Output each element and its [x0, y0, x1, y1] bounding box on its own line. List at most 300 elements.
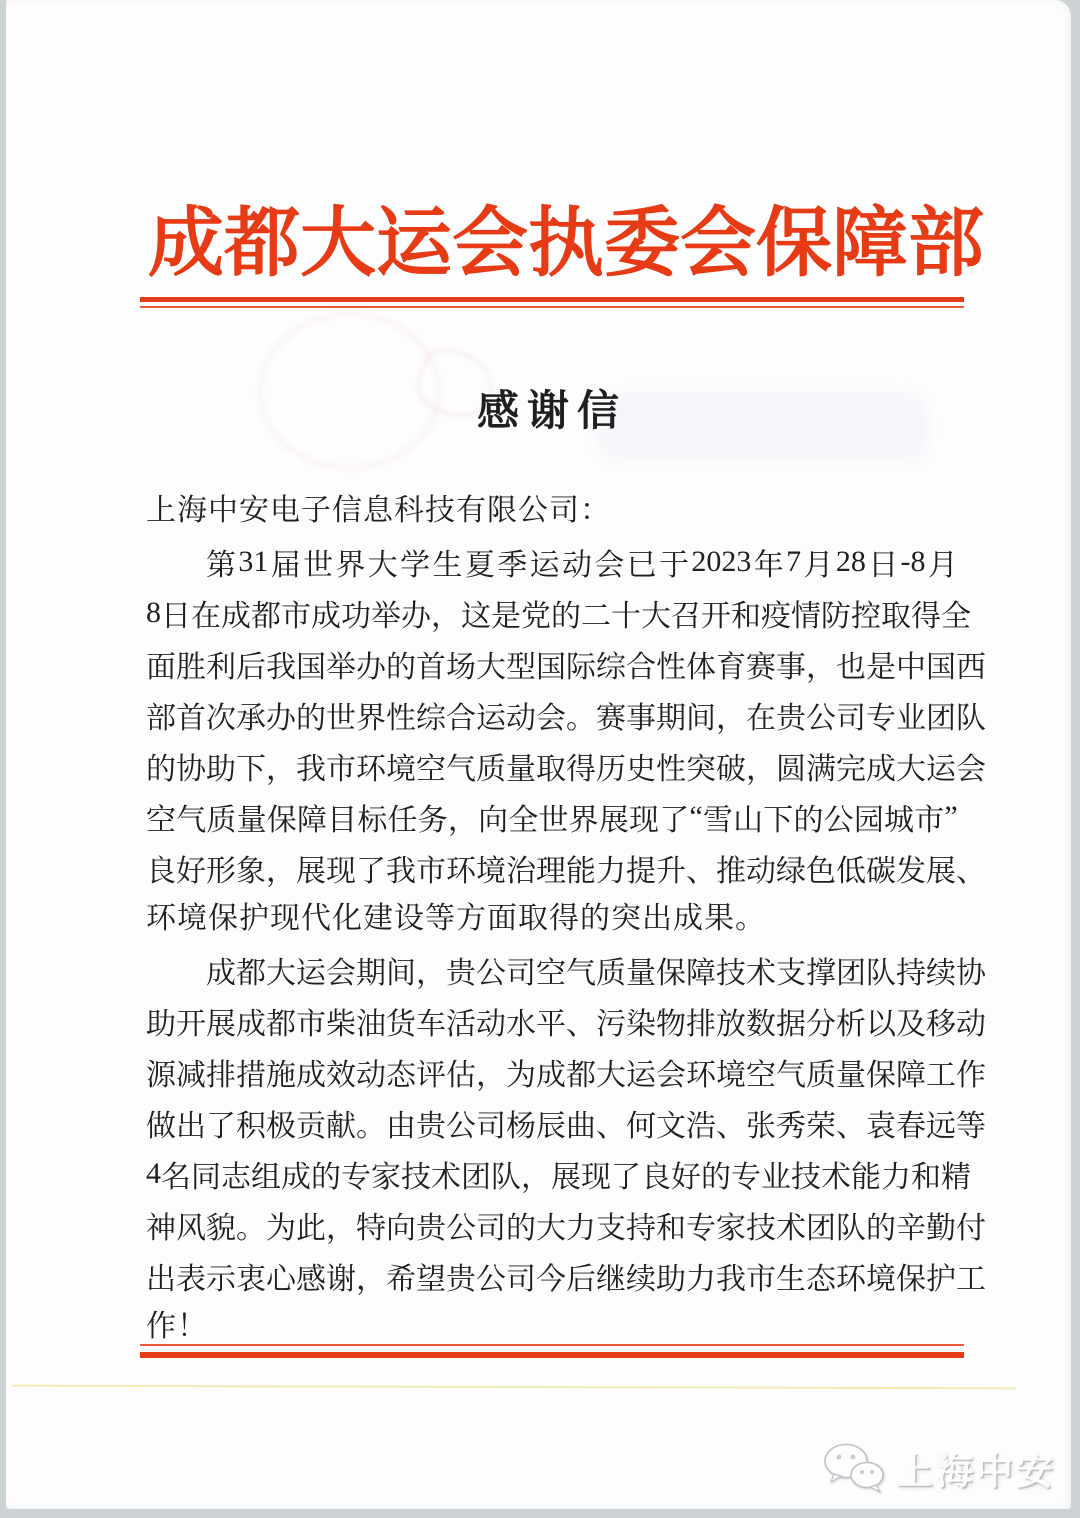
glyph: 全 — [941, 599, 971, 633]
glyph: 措 — [236, 1058, 266, 1092]
glyph: 展 — [598, 803, 629, 837]
glyph: 动 — [506, 701, 536, 735]
glyph: 术 — [821, 1160, 851, 1194]
glyph: 成 — [866, 752, 896, 786]
glyph: 后 — [236, 650, 266, 684]
glyph: 发 — [896, 854, 926, 888]
glyph: 大 — [896, 752, 926, 786]
glyph: 这 — [461, 599, 491, 633]
glyph: 撑 — [806, 956, 836, 990]
glyph: 史 — [626, 752, 656, 786]
glyph: 型 — [506, 650, 536, 684]
glyph: 公 — [823, 803, 854, 837]
body-line — [146, 944, 986, 995]
glyph: 公 — [446, 1109, 476, 1143]
glyph: 空 — [536, 956, 566, 990]
glyph: 气 — [776, 1058, 806, 1092]
glyph: 了 — [356, 854, 386, 888]
glyph: 助 — [656, 1262, 686, 1296]
glyph: 向 — [478, 803, 509, 837]
glyph: 献 — [326, 1109, 356, 1143]
glyph: 了 — [659, 803, 690, 837]
glyph: ， — [266, 854, 296, 888]
body-line: 环境保护现代化建设等方面取得的突出成果。 — [146, 902, 766, 935]
glyph: 运 — [296, 956, 326, 990]
glyph: 会 — [536, 701, 566, 735]
glyph: 环 — [446, 854, 476, 888]
glyph: 谢 — [326, 1262, 356, 1296]
glyph: 得 — [911, 599, 941, 633]
glyph: 我 — [386, 854, 416, 888]
glyph: 的 — [506, 1211, 536, 1245]
glyph: 成 — [281, 1160, 311, 1194]
glyph: 质 — [206, 803, 237, 837]
glyph: 辰 — [536, 1109, 566, 1143]
glyph: 评 — [416, 1058, 446, 1092]
glyph: 司 — [836, 701, 866, 735]
glyph: 突 — [686, 752, 716, 786]
glyph: ， — [266, 752, 296, 786]
glyph: 为 — [506, 1058, 536, 1092]
glyph: 国 — [926, 650, 956, 684]
glyph: ， — [431, 599, 461, 633]
glyph: 国 — [536, 650, 566, 684]
body-line — [146, 587, 971, 638]
glyph: 、 — [716, 1109, 746, 1143]
glyph: 分 — [806, 1007, 836, 1041]
glyph: 油 — [356, 1007, 386, 1041]
glyph: 气 — [566, 956, 596, 990]
glyph: 第 — [206, 548, 236, 582]
glyph: 界 — [356, 701, 386, 735]
glyph: 合 — [626, 650, 656, 684]
glyph: 术 — [776, 1211, 806, 1245]
body-line — [146, 536, 958, 587]
glyph: 的 — [296, 701, 326, 735]
glyph: 杨 — [506, 1109, 536, 1143]
glyph: 公 — [446, 1211, 476, 1245]
glyph: 展 — [926, 854, 956, 888]
glyph: 特 — [356, 1211, 386, 1245]
glyph: 了 — [206, 1109, 236, 1143]
glyph: 风 — [176, 1211, 206, 1245]
glyph: 保 — [896, 1262, 926, 1296]
glyph: 的 — [866, 1211, 896, 1245]
glyph: 我 — [296, 752, 326, 786]
glyph: 会 — [594, 548, 625, 582]
glyph: 贵 — [446, 956, 476, 990]
glyph: 业 — [896, 701, 926, 735]
glyph: ” — [944, 799, 958, 833]
glyph: 部 — [908, 202, 984, 286]
glyph: 办 — [266, 701, 296, 735]
glyph: 力 — [566, 1211, 596, 1245]
glyph: 作 — [956, 1058, 986, 1092]
glyph: 展 — [206, 1007, 236, 1041]
glyph: 袁 — [866, 1109, 896, 1143]
letter-title: 感谢信 — [476, 389, 627, 435]
glyph: 4 — [146, 1156, 161, 1190]
glyph: 平 — [536, 1007, 566, 1041]
glyph: 境 — [866, 1262, 896, 1296]
glyph: 境 — [386, 752, 416, 786]
body-line: 作！ — [146, 1310, 208, 1343]
glyph: 功 — [341, 599, 371, 633]
glyph: 向 — [386, 1211, 416, 1245]
glyph: 的 — [701, 1160, 731, 1194]
glyph: 胜 — [176, 650, 206, 684]
glyph: 开 — [701, 599, 731, 633]
glyph: 和 — [731, 599, 761, 633]
glyph: 执 — [528, 202, 604, 286]
glyph: 。 — [566, 701, 596, 735]
glyph: 境 — [716, 1058, 746, 1092]
glyph: 好 — [671, 1160, 701, 1194]
glyph: 文 — [656, 1109, 686, 1143]
glyph: 疫 — [761, 599, 791, 633]
glyph: 市 — [746, 1262, 776, 1296]
glyph: 继 — [596, 1262, 626, 1296]
glyph: 首 — [176, 701, 206, 735]
glyph: 月 — [927, 548, 958, 582]
glyph: 司 — [506, 956, 536, 990]
body-line — [146, 689, 986, 740]
glyph: 次 — [206, 701, 236, 735]
glyph: 技 — [791, 1160, 821, 1194]
glyph: 部 — [146, 701, 176, 735]
glyph: 工 — [956, 1262, 986, 1296]
glyph: 会 — [680, 202, 756, 286]
glyph: 技 — [716, 956, 746, 990]
glyph: 会 — [452, 202, 528, 286]
glyph: 后 — [566, 1262, 596, 1296]
glyph: 组 — [251, 1160, 281, 1194]
glyph: 司 — [476, 1109, 506, 1143]
glyph: 综 — [596, 650, 626, 684]
glyph: 力 — [881, 1160, 911, 1194]
glyph: 春 — [896, 1109, 926, 1143]
glyph: 队 — [836, 1211, 866, 1245]
glyph: 表 — [176, 1262, 206, 1296]
glyph: 市 — [416, 854, 446, 888]
glyph: 家 — [371, 1160, 401, 1194]
glyph: 贵 — [776, 701, 806, 735]
glyph: 质 — [806, 1058, 836, 1092]
glyph: 现 — [629, 803, 659, 837]
glyph: 积 — [236, 1109, 266, 1143]
glyph: 是 — [866, 650, 896, 684]
glyph: 保 — [266, 803, 297, 837]
glyph: -8 — [900, 544, 926, 578]
glyph: 的 — [146, 752, 176, 786]
glyph: 环 — [836, 1262, 866, 1296]
glyph: 助 — [146, 1007, 176, 1041]
glyph: 利 — [206, 650, 236, 684]
glyph: 保 — [756, 202, 832, 286]
glyph: 世 — [326, 701, 356, 735]
glyph: 今 — [536, 1262, 566, 1296]
glyph: 西 — [956, 650, 986, 684]
glyph: 31 — [238, 544, 269, 578]
glyph: 我 — [716, 1262, 746, 1296]
glyph: 治 — [506, 854, 536, 888]
glyph: 市 — [296, 1007, 326, 1041]
glyph: 动 — [956, 1007, 986, 1041]
glyph: 量 — [626, 956, 656, 990]
glyph: 成 — [236, 1007, 266, 1041]
glyph: 勤 — [926, 1211, 956, 1245]
glyph: 承 — [236, 701, 266, 735]
glyph: 标 — [357, 803, 388, 837]
glyph: 。 — [356, 1109, 386, 1143]
glyph: 贵 — [416, 1211, 446, 1245]
glyph: 低 — [836, 854, 866, 888]
glyph: 保 — [866, 1058, 896, 1092]
glyph: 7 — [786, 544, 802, 578]
glyph: 完 — [836, 752, 866, 786]
glyph: 同 — [191, 1160, 221, 1194]
glyph: 形 — [206, 854, 236, 888]
glyph: 运 — [926, 752, 956, 786]
glyph: 排 — [206, 1058, 236, 1092]
glyph: 公 — [476, 956, 506, 990]
footer-rule-thin — [140, 1344, 964, 1346]
glyph: 量 — [506, 752, 536, 786]
glyph: 市 — [326, 752, 356, 786]
glyph: 、 — [596, 1109, 626, 1143]
glyph: 出 — [176, 1109, 206, 1143]
glyph: 山 — [733, 803, 764, 837]
glyph: 气 — [446, 752, 476, 786]
glyph: 做 — [146, 1109, 176, 1143]
glyph: 事 — [776, 650, 806, 684]
glyph: 付 — [956, 1211, 986, 1245]
glyph: 防 — [821, 599, 851, 633]
glyph: 好 — [176, 854, 206, 888]
glyph: 的 — [386, 650, 416, 684]
glyph: 世 — [303, 548, 334, 582]
body-line — [146, 1046, 986, 1097]
glyph: 环 — [356, 752, 386, 786]
glyph: 举 — [326, 650, 356, 684]
glyph: 取 — [536, 752, 566, 786]
glyph: 持 — [896, 956, 926, 990]
letter-body — [146, 485, 986, 1352]
glyph: 大 — [536, 1211, 566, 1245]
glyph: 党 — [521, 599, 551, 633]
glyph: 都 — [236, 956, 266, 990]
glyph: 续 — [626, 1262, 656, 1296]
glyph: 运 — [626, 1058, 656, 1092]
glyph: 望 — [416, 1262, 446, 1296]
glyph: 大 — [266, 956, 296, 990]
glyph: 队 — [491, 1160, 521, 1194]
glyph: ， — [476, 1058, 506, 1092]
glyph: 和 — [911, 1160, 941, 1194]
glyph: 及 — [896, 1007, 926, 1041]
glyph: 货 — [386, 1007, 416, 1041]
glyph: 护 — [926, 1262, 956, 1296]
glyph: 中 — [896, 650, 926, 684]
glyph: 感 — [296, 1262, 326, 1296]
glyph: 十 — [611, 599, 641, 633]
glyph: 极 — [266, 1109, 296, 1143]
body-line: 上海中安电子信息科技有限公司： — [146, 494, 611, 527]
glyph: 专 — [686, 1211, 716, 1245]
header-rule-thick — [140, 297, 964, 302]
glyph: 技 — [746, 1211, 776, 1245]
glyph: 于 — [659, 548, 690, 582]
body-line — [146, 1097, 986, 1148]
glyph: 理 — [536, 854, 566, 888]
glyph: 司 — [506, 1262, 536, 1296]
glyph: 日 — [868, 548, 899, 582]
wechat-icon — [822, 1442, 886, 1494]
glyph: 动 — [356, 1058, 386, 1092]
glyph: 取 — [881, 599, 911, 633]
glyph: 运 — [376, 202, 452, 286]
glyph: 世 — [538, 803, 569, 837]
glyph: 展 — [296, 854, 326, 888]
glyph: 何 — [626, 1109, 656, 1143]
glyph: 色 — [806, 854, 836, 888]
body-line — [146, 1148, 971, 1199]
glyph: 大 — [367, 548, 398, 582]
glyph: 出 — [146, 1262, 176, 1296]
body-line — [146, 638, 986, 689]
glyph: 障 — [896, 1058, 926, 1092]
glyph: 物 — [656, 1007, 686, 1041]
glyph: 间 — [386, 956, 416, 990]
glyph: 下 — [236, 752, 266, 786]
body-line — [146, 995, 986, 1046]
glyph: 空 — [146, 803, 176, 837]
glyph: 贵 — [446, 1262, 476, 1296]
glyph: 月 — [803, 548, 834, 582]
glyph: 界 — [568, 803, 599, 837]
glyph: 运 — [476, 701, 506, 735]
glyph: 动 — [561, 548, 592, 582]
glyph: 委 — [604, 202, 680, 286]
glyph: 移 — [926, 1007, 956, 1041]
glyph: 术 — [746, 956, 776, 990]
glyph: 任 — [387, 803, 418, 837]
glyph: ， — [746, 752, 776, 786]
glyph: 染 — [626, 1007, 656, 1041]
glyph: 团 — [806, 1211, 836, 1245]
glyph: 成 — [206, 956, 236, 990]
glyph: 境 — [476, 854, 506, 888]
glyph: 合 — [446, 701, 476, 735]
glyph: 团 — [836, 956, 866, 990]
glyph: 工 — [926, 1058, 956, 1092]
glyph: 减 — [176, 1058, 206, 1092]
glyph: 都 — [566, 1058, 596, 1092]
glyph: “ — [689, 799, 703, 833]
glyph: 貌 — [206, 1211, 236, 1245]
glyph: 施 — [266, 1058, 296, 1092]
glyph: 夏 — [464, 548, 495, 582]
glyph: 都 — [266, 1007, 296, 1041]
glyph: 生 — [776, 1262, 806, 1296]
glyph: 成 — [148, 202, 224, 286]
glyph: 综 — [416, 701, 446, 735]
glyph: 力 — [686, 1262, 716, 1296]
body-line — [146, 740, 986, 791]
glyph: 支 — [776, 956, 806, 990]
glyph: 心 — [266, 1262, 296, 1296]
glyph: 为 — [266, 1211, 296, 1245]
glyph: 成 — [221, 599, 251, 633]
glyph: 、 — [836, 1109, 866, 1143]
glyph: 会 — [956, 752, 986, 786]
glyph: 市 — [914, 803, 945, 837]
glyph: 动 — [476, 1007, 506, 1041]
glyph: 质 — [596, 956, 626, 990]
glyph: 年 — [753, 548, 784, 582]
glyph: 环 — [686, 1058, 716, 1092]
glyph: 神 — [146, 1211, 176, 1245]
glyph: 量 — [236, 803, 267, 837]
glyph: 都 — [224, 202, 300, 286]
glyph: 障 — [296, 803, 327, 837]
glyph: ， — [447, 803, 478, 837]
glyph: ， — [521, 1160, 551, 1194]
glyph: 是 — [491, 599, 521, 633]
glyph: 绿 — [776, 854, 806, 888]
glyph: 、 — [566, 1007, 596, 1041]
glyph: 秀 — [776, 1109, 806, 1143]
glyph: 现 — [581, 1160, 611, 1194]
glyph: 举 — [371, 599, 401, 633]
glyph: 届 — [270, 548, 301, 582]
glyph: 远 — [926, 1109, 956, 1143]
glyph: 事 — [626, 701, 656, 735]
glyph: 团 — [926, 701, 956, 735]
glyph: 8 — [146, 595, 161, 629]
glyph: 专 — [341, 1160, 371, 1194]
glyph: 破 — [716, 752, 746, 786]
glyph: 数 — [746, 1007, 776, 1041]
glyph: 我 — [266, 650, 296, 684]
glyph: 车 — [416, 1007, 446, 1041]
glyph: 的 — [311, 1160, 341, 1194]
glyph: 力 — [596, 854, 626, 888]
glyph: 情 — [791, 599, 821, 633]
glyph: 全 — [508, 803, 539, 837]
glyph: 态 — [806, 1262, 836, 1296]
glyph: 展 — [551, 1160, 581, 1194]
glyph: 二 — [581, 599, 611, 633]
glyph: 季 — [497, 548, 528, 582]
glyph: 由 — [386, 1109, 416, 1143]
glyph: 等 — [956, 1109, 986, 1143]
glyph: 象 — [236, 854, 266, 888]
glyph: 国 — [296, 650, 326, 684]
glyph: 圆 — [776, 752, 806, 786]
glyph: 队 — [956, 701, 986, 735]
glyph: 性 — [386, 701, 416, 735]
glyph: 在 — [746, 701, 776, 735]
glyph: 大 — [300, 202, 376, 286]
footer-rule-thick — [140, 1352, 964, 1358]
glyph: 析 — [836, 1007, 866, 1041]
glyph: 辛 — [896, 1211, 926, 1245]
glyph: 已 — [626, 548, 657, 582]
glyph: 学 — [400, 548, 431, 582]
glyph: 办 — [356, 650, 386, 684]
glyph: 示 — [206, 1262, 236, 1296]
